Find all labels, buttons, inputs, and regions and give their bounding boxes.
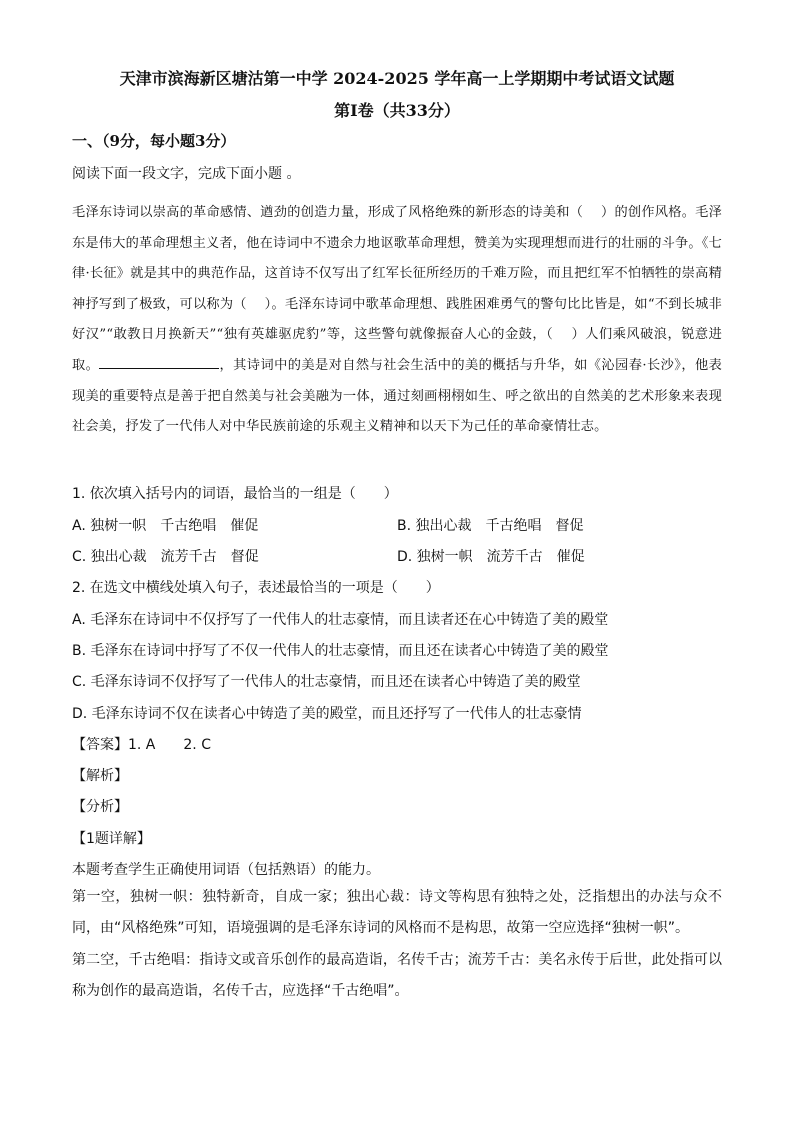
exam-title: 天津市滨海新区塘沽第一中学 2024-2025 学年高一上学期期中考试语文试题	[119, 69, 675, 88]
explanation-intro: 本题考查学生正确使用词语（包括熟语）的能力。	[72, 862, 380, 878]
question-2-stem: 2. 在选文中横线处填入句子，表述最恰当的一项是（ ）	[72, 580, 440, 596]
passage-part-1: 毛泽东诗词以崇高的革命感情、遒劲的创造力量，形成了风格绝殊的新形态的诗美和（ ）的创作风格。毛泽东是伟大的革命理想主义者，他在诗词中不遗余力地讴歌革命理想，赞美为实现理想而进行的壮丽的斗争。《七律·长征》就是其中的典范作品，这首诗不仅写出了红军长征所经历的千难万险，而且把红军不怕牺牲的崇高精神抒写到了极致，可以称为（ ）。毛泽东诗词中歌革命理想、践胜困难勇气的警句比比皆是，如“不到长城非好汉”“敢教日月换新天”“独有英雄驱虎豹”等，这些警句就像振奋人心的金鼓，（ ）人们乘风破浪，锐意进取。	[72, 205, 722, 373]
question-1-stem: 1. 依次填入括号内的词语，最恰当的一组是（ ）	[72, 486, 398, 502]
analysis-label: 【解析】	[72, 768, 128, 784]
fill-in-blank-line	[99, 356, 219, 369]
section-heading: 一、（9分，每小题3分）	[72, 132, 236, 150]
reading-instruction: 阅读下面一段文字，完成下面小题 。	[72, 166, 301, 182]
paper-section-title: 第Ⅰ卷（共33分）	[334, 101, 460, 120]
explanation-first-blank: 第一空，独树一帜：独特新奇，自成一家；独出心裁：诗文等构思有独特之处，泛指想出的办法与众不同，由“风格绝殊”可知，语境强调的是毛泽东诗词的风格而不是构思，故第一空应选择“独树一帜”。	[72, 889, 722, 937]
question-1-option-c: C. 独出心裁 流芳千古 督促	[72, 549, 259, 565]
question-1-option-a: A. 独树一帜 千古绝唱 催促	[72, 518, 259, 534]
question-2-option-c: C. 毛泽东诗词不仅抒写了一代伟人的壮志豪情，而且还在读者心中铸造了美的殿堂	[72, 674, 581, 690]
answer-line: 【答案】1. A 2. C	[72, 737, 211, 753]
passage-part-2: ，其诗词中的美是对自然与社会生活中的美的概括与升华，如《沁园春·长沙》，他表现美的重要特点是善于把自然美与社会美融为一体，通过刻画栩栩如生、呼之欲出的自然美的艺术形象来表现社会美，抒发了一代伟人对中华民族前途的乐观主义精神和以天下为己任的革命豪情壮志。	[72, 357, 722, 435]
question-2-option-a: A. 毛泽东在诗词中不仅抒写了一代伟人的壮志豪情，而且读者还在心中铸造了美的殿堂	[72, 612, 609, 628]
explanation-second-blank: 第二空，千古绝唱：指诗文或音乐创作的最高造诣，名传千古；流芳千古：美名永传于后世，此处指可以称为创作的最高造诣，名传千古，应选择“千古绝唱”。	[72, 952, 722, 1000]
fenxi-label: 【分析】	[72, 799, 128, 815]
reading-passage	[72, 198, 722, 443]
detail-label: 【1题详解】	[72, 831, 151, 847]
question-2-option-b: B. 毛泽东在诗词中抒写了不仅一代伟人的壮志豪情，而且还在读者心中铸造了美的殿堂	[72, 643, 609, 659]
question-1-option-d: D. 独树一帜 流芳千古 催促	[397, 549, 585, 565]
question-2-option-d: D. 毛泽东诗词不仅在读者心中铸造了美的殿堂，而且还抒写了一代伟人的壮志豪情	[72, 706, 582, 722]
question-1-option-b: B. 独出心裁 千古绝唱 督促	[397, 518, 584, 534]
